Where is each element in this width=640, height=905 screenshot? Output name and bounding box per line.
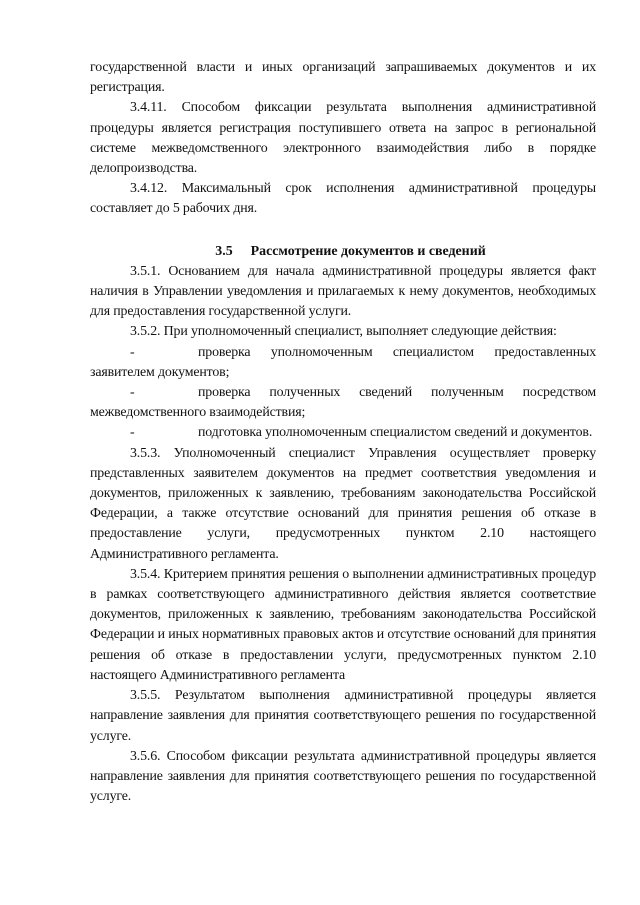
spacer [90,220,596,242]
list-item-text: проверка полученных сведений полученным посредством межведомственного взаимодействия; [90,385,596,421]
list-item [90,383,596,423]
list-dash: - [130,425,135,441]
paragraph-3-4-11: 3.4.11. Способом фиксации результата выполнения административной процедуры является регистрация поступившего ответа на запрос в региональной системе межведомственного электронного взаимодействия либо в порядке делопроизводства. [90,100,596,177]
paragraph-3-5-5: 3.5.5. Результатом выполнения административной процедуры является направление заявления для принятия соответствующего решения по государственной услуге. [90,688,596,744]
document-page [90,58,596,807]
list-dash: - [130,344,135,360]
list-item-text: проверка уполномоченным специалистом предоставленных заявителем документов; [90,344,596,380]
paragraph-3-5-2: 3.5.2. При уполномоченный специалист, выполняет следующие действия: [130,324,557,340]
list-item [90,343,596,383]
section-number: 3.5 [215,243,233,259]
list-item [90,423,596,443]
list-item-text: подготовка уполномоченным специалистом сведений и документов. [198,425,593,441]
paragraph-3-4-12: 3.4.12. Максимальный срок исполнения административной процедуры составляет до 5 рабочих дня. [90,181,596,217]
list-dash: - [130,385,135,401]
paragraph-3-5-3: 3.5.3. Уполномоченный специалист Управления осуществляет проверку представленных заявителем документов на предмет соответствия уведомления и документов, приложенных к заявлению, требованиям законодательства Российской Федерации, а также отсутствие оснований для принятия решения об отказе в предоставление услуги, предусмотренных пунктом 2.10 настоящего Административного регламента. [90,445,596,562]
paragraph-3-5-6: 3.5.6. Способом фиксации результата административной процедуры является направление заявления для принятия соответствующего решения по государственной услуге. [90,748,596,805]
paragraph-3-5-4: 3.5.4. Критерием принятия решения о выполнении административных процедур в рамках соответствующего административного действия является соответствие документов, приложенных к заявлению, требованиям законодательства Российской Федерации и иных нормативных правовых актов и отсутствие оснований для принятия решения об отказе в предоставлении услуги, предусмотренных пунктом 2.10 настоящего Административного регламента [90,566,596,683]
section-title: Рассмотрение документов и сведений [250,243,486,259]
section-heading [90,242,596,262]
paragraph-continuation: государственной власти и иных организаций запрашиваемых документов и их регистрация. [90,60,596,96]
paragraph-3-5-1: 3.5.1. Основанием для начала административной процедуры является факт наличия в Управлении уведомления и прилагаемых к нему документов, необходимых для предоставления государственной услуги. [90,263,596,320]
